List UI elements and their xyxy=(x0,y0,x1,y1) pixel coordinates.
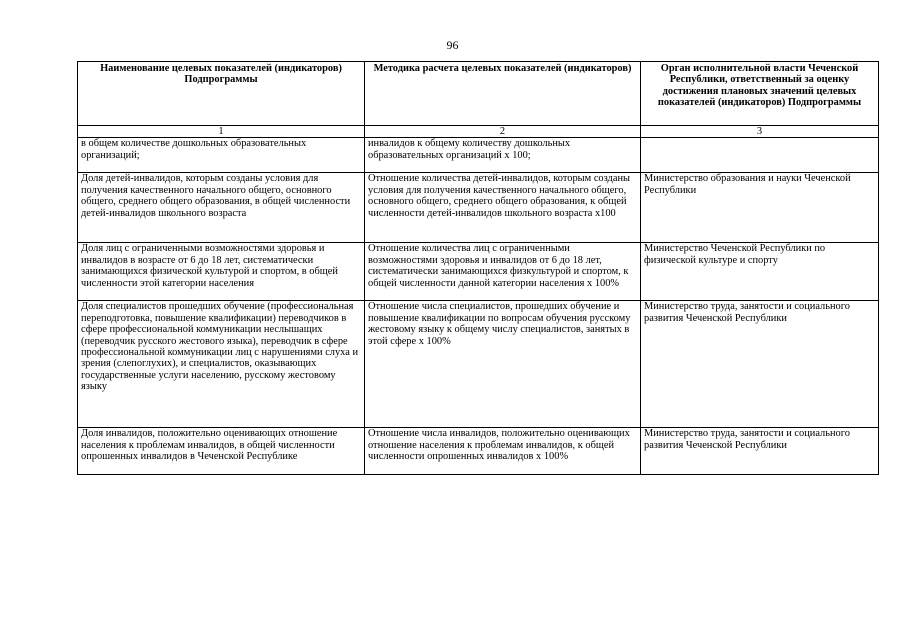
calculation-method-cell: инвалидов к общему количеству дошкольных образовательных организаций х 100; xyxy=(365,138,641,173)
header-responsible-authority: Орган исполнительной власти Чеченской Республики, ответственный за оценку достижения плановых значений целевых показателей (индикаторов) Подпрограммы xyxy=(641,62,879,126)
responsible-authority-cell: Министерство образования и науки Чеченской Республики xyxy=(641,173,879,243)
table-row xyxy=(78,173,879,243)
responsible-authority-cell: Министерство труда, занятости и социального развития Чеченской Республики xyxy=(641,428,879,475)
indicator-name-cell: Доля детей-инвалидов, которым созданы условия для получения качественного начального общего, основного общего, среднего общего образования, в общей численности детей-инвалидов школьного возраста xyxy=(78,173,365,243)
calculation-method-cell: Отношение числа специалистов, прошедших обучение и повышение квалификации по вопросам обучения русскому жестовому языку к общему числу специалистов, занятых в этой сфере х 100% xyxy=(365,301,641,428)
column-number: 2 xyxy=(365,126,641,138)
page-number: 96 xyxy=(446,38,459,52)
responsible-authority-cell xyxy=(641,138,879,173)
column-numbers-row xyxy=(78,126,879,138)
indicator-name-cell: Доля лиц с ограниченными возможностями здоровья и инвалидов в возрасте от 6 до 18 лет, систематически занимающихся физической культурой и спортом, в общей численности этой категории населения xyxy=(78,243,365,301)
header-indicator-name: Наименование целевых показателей (индикаторов) Подпрограммы xyxy=(78,62,365,126)
responsible-authority-cell: Министерство труда, занятости и социального развития Чеченской Республики xyxy=(641,301,879,428)
calculation-method-cell: Отношение количества детей-инвалидов, которым созданы условия для получения качественного начального общего, основного общего, среднего общего образования, к общей численности детей-инвалидов школьного возраста х100 xyxy=(365,173,641,243)
indicators-table xyxy=(77,61,879,475)
table-row xyxy=(78,243,879,301)
responsible-authority-cell: Министерство Чеченской Республики по физической культуре и спорту xyxy=(641,243,879,301)
column-number: 3 xyxy=(641,126,879,138)
calculation-method-cell: Отношение количества лиц с ограниченными возможностями здоровья и инвалидов от 6 до 18 лет, систематически занимающихся физкультурой и спортом, к общей численности данной категории населения х 100% xyxy=(365,243,641,301)
table-row xyxy=(78,428,879,475)
column-number: 1 xyxy=(78,126,365,138)
indicator-name-cell: Доля инвалидов, положительно оценивающих отношение населения к проблемам инвалидов, в общей численности опрошенных инвалидов в Чеченской Республике xyxy=(78,428,365,475)
table-header-row xyxy=(78,62,879,126)
indicator-name-cell: Доля специалистов прошедших обучение (профессиональная переподготовка, повышение квалификации) переводчиков в сфере профессиональной коммуникации неслышащих (переводчик русского жестового языка), переводчик в сфере профессиональной коммуникации лиц с нарушениями слуха и зрения (слепоглухих), и специалистов, оказывающих государственные услуги населению, русскому жестовому языку xyxy=(78,301,365,428)
table-row xyxy=(78,138,879,173)
indicator-name-cell: в общем количестве дошкольных образовательных организаций; xyxy=(78,138,365,173)
table-row xyxy=(78,301,879,428)
header-calculation-method: Методика расчета целевых показателей (индикаторов) xyxy=(365,62,641,126)
calculation-method-cell: Отношение числа инвалидов, положительно оценивающих отношение населения к проблемам инвалидов, к общей численности опрошенных инвалидов х 100% xyxy=(365,428,641,475)
